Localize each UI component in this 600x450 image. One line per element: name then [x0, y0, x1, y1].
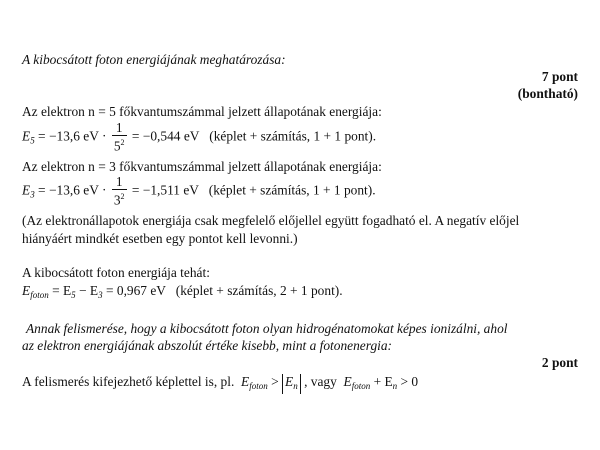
- remark-line-1: (Az elektronállapotok energiája csak megfelelő előjellel együtt fogadható el. A negatív előjel: [22, 213, 520, 228]
- foton-mid2: − E: [79, 283, 99, 298]
- photon-line: A kibocsátott foton energiája tehát:: [22, 265, 210, 280]
- f1-op: >: [271, 374, 279, 389]
- e3-lhs: E: [22, 182, 31, 198]
- e5-frac-num: 1: [112, 121, 127, 136]
- e3-frac-num: 1: [112, 175, 127, 190]
- f1-rhs-sub: n: [293, 381, 298, 391]
- foton-result: = 0,967 eV: [105, 283, 166, 298]
- e3-lhs-sub: 3: [30, 189, 35, 200]
- f2-op: + E: [373, 374, 393, 389]
- formula-line: [22, 374, 418, 394]
- f2-tail: > 0: [400, 374, 419, 389]
- points-second: 2 pont: [541, 355, 578, 370]
- formula-text: A felismerés kifejezhető képlettel is, pl.: [22, 374, 235, 389]
- foton-note: (képlet + számítás, 2 + 1 pont).: [175, 283, 343, 298]
- line-n5: Az elektron n = 5 főkvantumszámmal jelzett állapotának energiája:: [22, 104, 382, 119]
- f2-b-sub: n: [392, 381, 398, 391]
- equation-foton: [22, 283, 343, 300]
- e3-coeff: = −13,6 eV ·: [38, 182, 107, 198]
- e5-frac-exp: 2: [120, 138, 125, 147]
- e3-frac-exp: 2: [120, 192, 125, 201]
- e3-fraction: [112, 175, 127, 207]
- foton-mid1: = E: [52, 283, 72, 298]
- e5-coeff: = −13,6 eV ·: [38, 128, 107, 144]
- line-n3: Az elektron n = 3 főkvantumszámmal jelzett állapotának energiája:: [22, 159, 382, 174]
- e5-lhs: E: [22, 128, 31, 144]
- e5-result: = −0,544 eV: [131, 128, 200, 144]
- f1-lhs-sub: foton: [249, 381, 268, 391]
- points-main-note: (bontható): [517, 86, 578, 101]
- recognition-line-2: az elektron energiájának abszolút értéke kisebb, mint a fotonenergia:: [22, 338, 393, 353]
- section-heading: A kibocsátott foton energiájának meghatározása:: [22, 52, 286, 67]
- equation-e3: [22, 175, 376, 207]
- e3-note: (képlet + számítás, 1 + 1 pont).: [208, 182, 376, 198]
- formula-sep: , vagy: [304, 374, 337, 389]
- f1-abs: [282, 374, 301, 394]
- foton-mid2-sub: 3: [98, 290, 103, 300]
- e5-frac-den: 5: [113, 138, 121, 154]
- f1-rhs: E: [285, 374, 294, 389]
- e5-fraction: [112, 121, 127, 153]
- foton-lhs: E: [22, 283, 31, 298]
- foton-lhs-sub: foton: [30, 290, 49, 300]
- f2-a-sub: foton: [351, 381, 371, 391]
- foton-mid1-sub: 5: [71, 290, 76, 300]
- e3-frac-den: 3: [113, 192, 121, 208]
- points-main: 7 pont: [541, 69, 578, 84]
- e5-lhs-sub: 5: [30, 135, 35, 146]
- recognition-line-1: Annak felismerése, hogy a kibocsátott foton olyan hidrogénatomokat képes ionizálni, ahol: [26, 321, 508, 336]
- f2-a: E: [343, 374, 352, 389]
- e5-note: (képlet + számítás, 1 + 1 pont).: [209, 128, 377, 144]
- equation-e5: [22, 121, 376, 153]
- remark-line-2: hiányáért mindkét esetben egy pontot kell levonni.): [22, 231, 298, 246]
- f1-lhs: E: [241, 374, 250, 389]
- e3-result: = −1,511 eV: [131, 182, 199, 198]
